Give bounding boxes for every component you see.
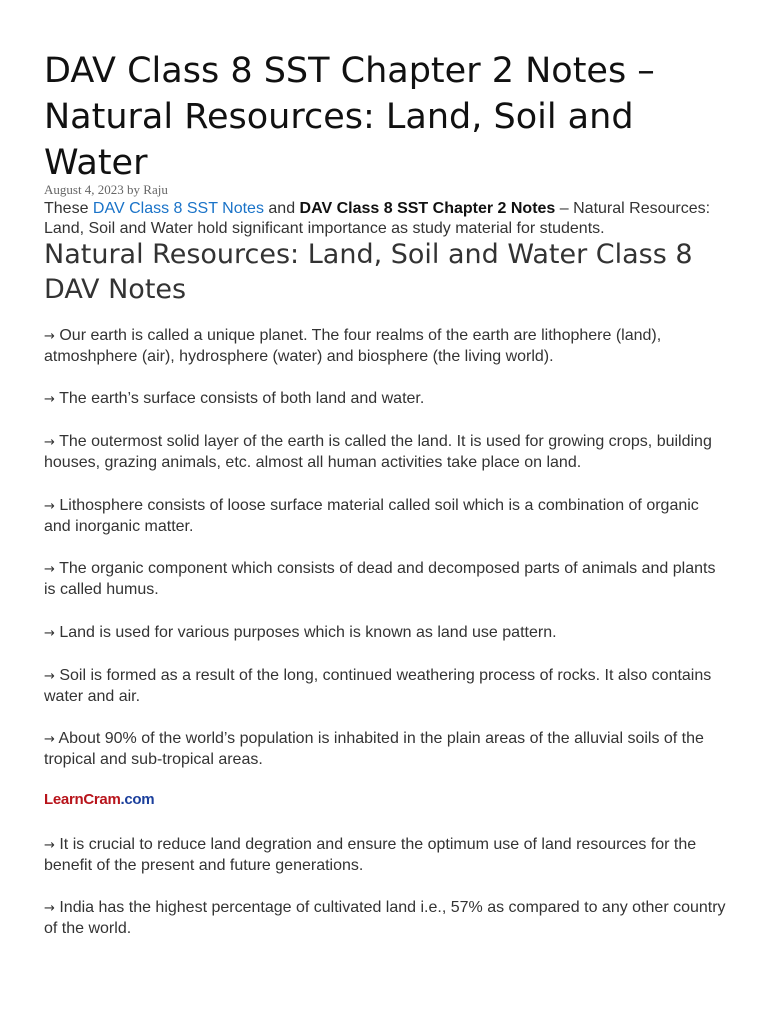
bullet-text: The outermost solid layer of the earth is called the land. It is used for growing crops, building houses, grazing animals, etc. almost all human activities take place on land. — [44, 433, 712, 471]
bullet-point — [44, 432, 728, 473]
arrow-icon: → — [44, 901, 55, 916]
post-meta: August 4, 2023 by Raju — [44, 182, 168, 197]
bullet-text: The organic component which consists of dead and decomposed parts of animals and plants is called humus. — [44, 560, 716, 598]
bullet-text: Land is used for various purposes which is known as land use pattern. — [59, 624, 557, 641]
bullet-point — [44, 326, 728, 367]
arrow-icon: → — [44, 435, 55, 450]
bullet-text: The earth’s surface consists of both land and water. — [59, 390, 425, 407]
bullet-point — [44, 729, 728, 770]
bullet-point — [44, 898, 728, 939]
intro-bold-text: DAV Class 8 SST Chapter 2 Notes — [299, 200, 556, 217]
bullet-point — [44, 559, 728, 600]
arrow-icon: → — [44, 838, 55, 853]
bullet-text: About 90% of the world’s population is inhabited in the plain areas of the alluvial soils of the tropical and sub-tropical areas. — [44, 730, 704, 768]
dav-class-8-sst-notes-link[interactable]: DAV Class 8 SST Notes — [92, 200, 264, 217]
bullet-point — [44, 666, 728, 707]
logo-com-text: .com — [120, 791, 155, 808]
bullet-point — [44, 496, 728, 537]
logo-cram-text: Cram — [83, 791, 121, 808]
bullet-text: Soil is formed as a result of the long, continued weathering process of rocks. It also contains water and air. — [44, 667, 712, 705]
intro-paragraph — [44, 199, 734, 239]
arrow-icon: → — [44, 732, 55, 747]
arrow-icon: → — [44, 329, 55, 344]
bullet-point — [44, 623, 728, 644]
arrow-icon: → — [44, 562, 55, 577]
intro-middle: and — [263, 200, 300, 217]
arrow-icon: → — [44, 669, 55, 684]
arrow-icon: → — [44, 626, 55, 641]
bullet-point — [44, 835, 728, 876]
bullet-text: It is crucial to reduce land degration and ensure the optimum use of land resources for the benefit of the present and future generations. — [44, 836, 697, 874]
learncram-logo[interactable] — [44, 790, 154, 810]
bullet-text: Our earth is called a unique planet. The four realms of the earth are lithophere (land), atmoshphere (air), hydrosphere (water) and biosphere (the living world). — [44, 327, 662, 365]
bullet-point — [44, 389, 728, 410]
page-title: DAV Class 8 SST Chapter 2 Notes – Natural Resources: Land, Soil and Water — [44, 51, 655, 183]
logo-learn-text: Learn — [44, 791, 84, 808]
arrow-icon: → — [44, 392, 55, 407]
section-heading: Natural Resources: Land, Soil and Water Class 8 DAV Notes — [44, 239, 693, 305]
bullet-text: Lithosphere consists of loose surface material called soil which is a combination of organic and inorganic matter. — [44, 497, 699, 535]
bullet-text: India has the highest percentage of cultivated land i.e., 57% as compared to any other country of the world. — [44, 899, 726, 937]
intro-prefix: These — [44, 200, 93, 217]
intro-suffix: – Natural Resources: Land, Soil and Water hold significant importance as study material for students. — [44, 200, 711, 237]
arrow-icon: → — [44, 499, 55, 514]
